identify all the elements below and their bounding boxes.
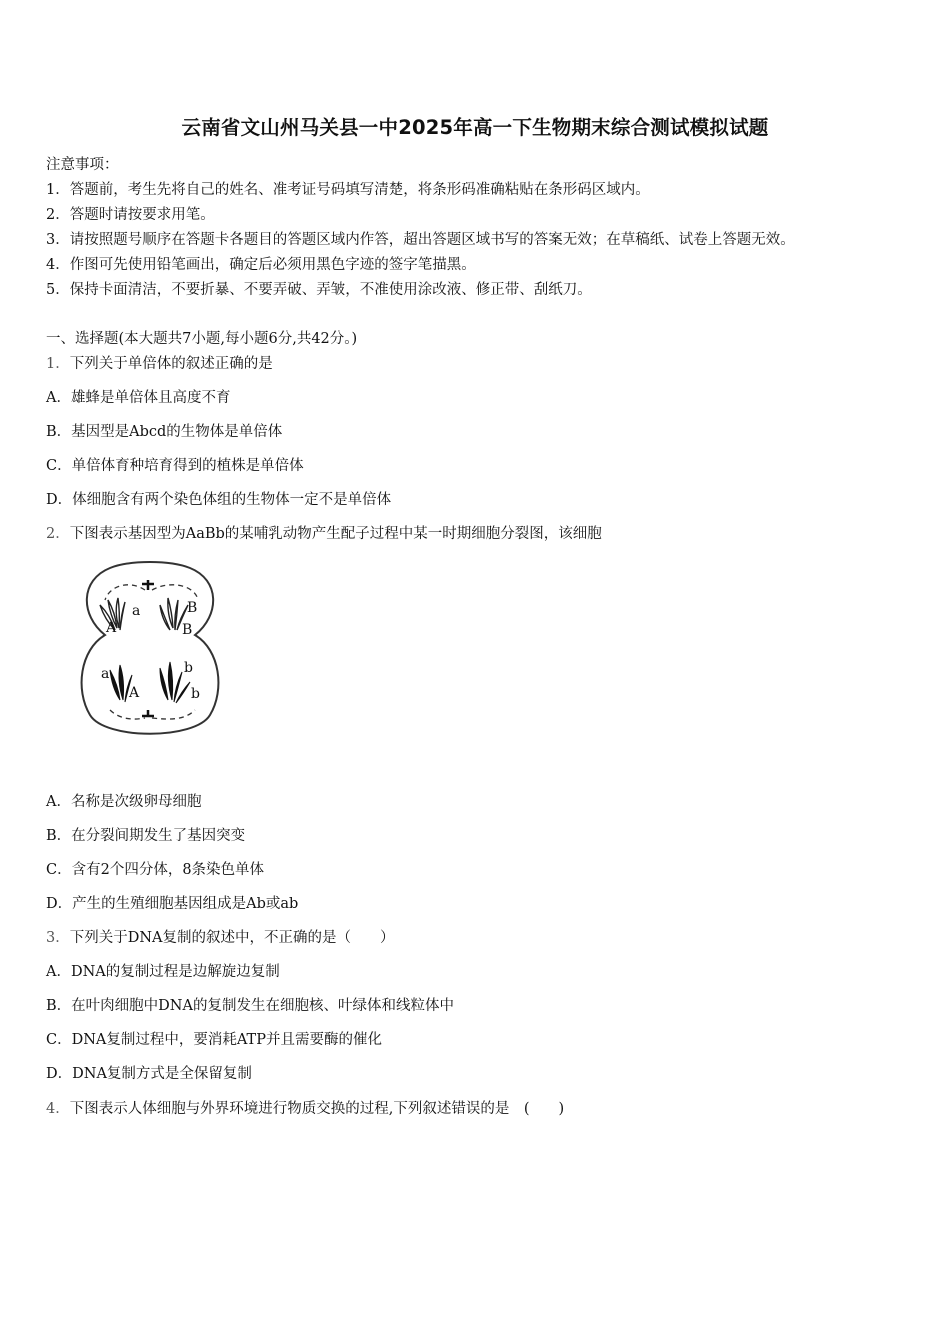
question-4 [46,1097,564,1118]
gene-label: A [129,685,140,701]
question-1 [46,352,273,373]
gene-label: B [187,600,198,616]
q3-option-c: C．DNA复制过程中，要消耗ATP并且需要酶的催化 [46,1032,382,1048]
notice-heading: 注意事项： [46,157,119,173]
q3-option-d: D．DNA复制方式是全保留复制 [46,1066,252,1082]
question-number: 2． [46,526,70,542]
gene-label: a [101,666,110,682]
notice-item: 5．保持卡面清洁，不要折暴、不要弄破、弄皱，不准使用涂改液、修正带、刮纸刀。 [46,282,592,298]
gene-label: b [191,686,200,702]
question-number: 1． [46,356,70,372]
notice-item: 1．答题前，考生先将自己的姓名、准考证号码填写清楚，将条形码准确粘贴在条形码区域内。 [46,182,650,198]
q1-option-b: B．基因型是Abcd的生物体是单倍体 [46,424,283,440]
cell-membrane [82,562,219,734]
question-2 [46,522,602,543]
q1-option-a: A．雄蜂是单倍体且高度不育 [46,390,231,406]
q2-option-b: B．在分裂间期发生了基因突变 [46,828,246,844]
section-heading: 一、选择题(本大题共7小题,每小题6分,共42分。) [46,331,358,347]
question-number: 3． [46,930,70,946]
q2-option-a: A．名称是次级卵母细胞 [46,794,202,810]
question-stem: 下图表示人体细胞与外界环境进行物质交换的过程,下列叙述错误的是 ( ) [69,1101,565,1117]
notice-item: 3．请按照题号顺序在答题卡各题目的答题区域内作答，超出答题区域书写的答案无效；在草稿纸、试卷上答题无效。 [46,232,795,248]
gene-label: b [184,660,193,676]
notice-item: 4．作图可先使用铅笔画出，确定后必须用黑色字迹的签字笔描黑。 [46,257,476,273]
q3-option-a: A．DNA的复制过程是边解旋边复制 [46,964,280,980]
cell-division-figure [70,560,230,754]
gene-label: B [182,622,193,638]
question-number: 4． [46,1101,70,1117]
q2-option-c: C．含有2个四分体，8条染色单体 [46,862,265,878]
q3-option-b: B．在叶肉细胞中DNA的复制发生在细胞核、叶绿体和线粒体中 [46,998,454,1014]
notice-item: 2．答题时请按要求用笔。 [46,207,215,223]
cell-division-diagram [70,560,230,750]
question-stem: 下图表示基因型为AaBb的某哺乳动物产生配子过程中某一时期细胞分裂图，该细胞 [69,526,602,542]
q1-option-c: C．单倍体育种培育得到的植株是单倍体 [46,458,304,474]
q2-option-d: D．产生的生殖细胞基因组成是Ab或ab [46,896,299,912]
question-3 [46,926,395,947]
gene-label: A [106,620,117,636]
question-stem: 下列关于单倍体的叙述正确的是 [69,356,273,372]
gene-label: a [132,603,141,619]
question-stem: 下列关于DNA复制的叙述中，不正确的是（ ） [69,930,395,946]
page-title: 云南省文山州马关县一中2025年高一下生物期末综合测试模拟试题 [181,116,769,139]
q1-option-d: D．体细胞含有两个染色体组的生物体一定不是单倍体 [46,492,392,508]
